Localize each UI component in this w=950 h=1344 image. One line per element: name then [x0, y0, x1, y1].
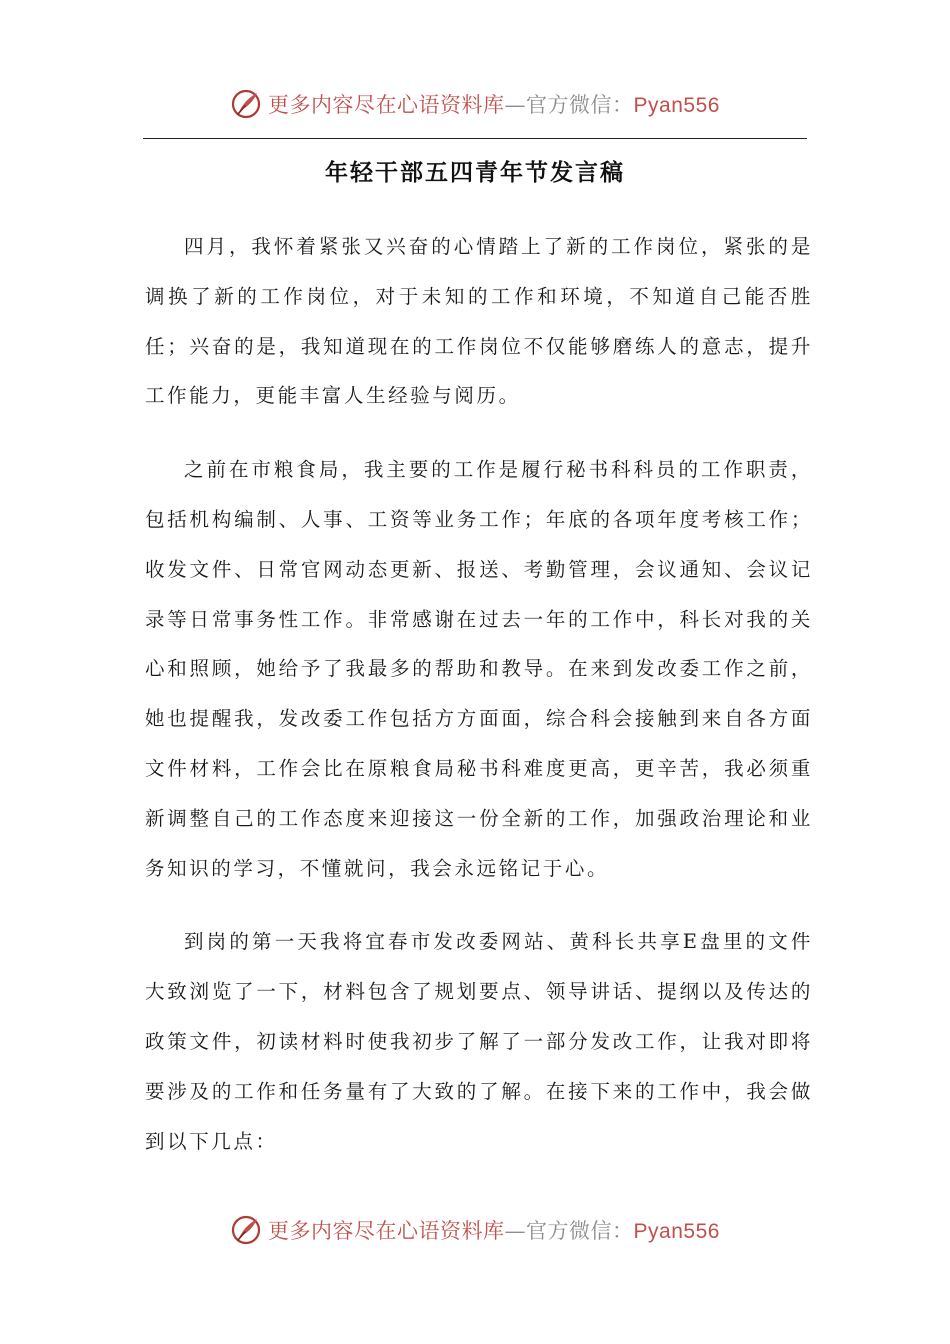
feather-pen-icon	[230, 88, 262, 120]
watermark-wechat-id: Pyan556	[633, 94, 720, 117]
document-body	[145, 222, 813, 1190]
watermark-text	[268, 89, 720, 119]
paragraph-3: 到岗的第一天我将宜春市发改委网站、黄科长共享E盘里的文件大致浏览了一下，材料包含了规划要点、领导讲话、提纲以及传达的政策文件，初读材料时使我初步了解了一部分发改工作，让我对即将要涉及的工作和任务量有了大致的了解。在接下来的工作中，我会做到以下几点：	[145, 930, 813, 1153]
header-watermark	[0, 84, 950, 124]
watermark-text	[268, 1215, 720, 1245]
watermark-wechat-id: Pyan556	[633, 1220, 720, 1243]
feather-pen-icon	[230, 1214, 262, 1246]
watermark-main-text: 更多内容尽在心语资料库	[268, 1219, 505, 1243]
watermark-label: 官方微信：	[526, 1219, 634, 1243]
paragraph-1: 四月，我怀着紧张又兴奋的心情踏上了新的工作岗位，紧张的是调换了新的工作岗位，对于未知的工作和环境，不知道自己能否胜任；兴奋的是，我知道现在的工作岗位不仅能够磨练人的意志，提升工作能力，更能丰富人生经验与阅历。	[145, 235, 813, 408]
watermark-label: 官方微信：	[526, 93, 634, 117]
watermark-separator: —	[504, 93, 527, 117]
footer-watermark	[0, 1210, 950, 1250]
watermark-separator: —	[504, 1219, 527, 1243]
document-title: 年轻干部五四青年节发言稿	[325, 160, 625, 186]
watermark-main-text: 更多内容尽在心语资料库	[268, 93, 505, 117]
paragraph-2: 之前在市粮食局，我主要的工作是履行秘书科科员的工作职责，包括机构编制、人事、工资等业务工作；年底的各项年度考核工作；收发文件、日常官网动态更新、报送、考勤管理，会议通知、会议记录等日常事务性工作。非常感谢在过去一年的工作中，科长对我的关心和照顾，她给予了我最多的帮助和教导。在来到发改委工作之前，她也提醒我，发改委工作包括方方面面，综合科会接触到来自各方面文件材料，工作会比在原粮食局秘书科难度更高，更辛苦，我必须重新调整自己的工作态度来迎接这一份全新的工作，加强政治理论和业务知识的学习，不懂就问，我会永远铭记于心。	[145, 458, 813, 880]
header-divider	[143, 138, 807, 139]
